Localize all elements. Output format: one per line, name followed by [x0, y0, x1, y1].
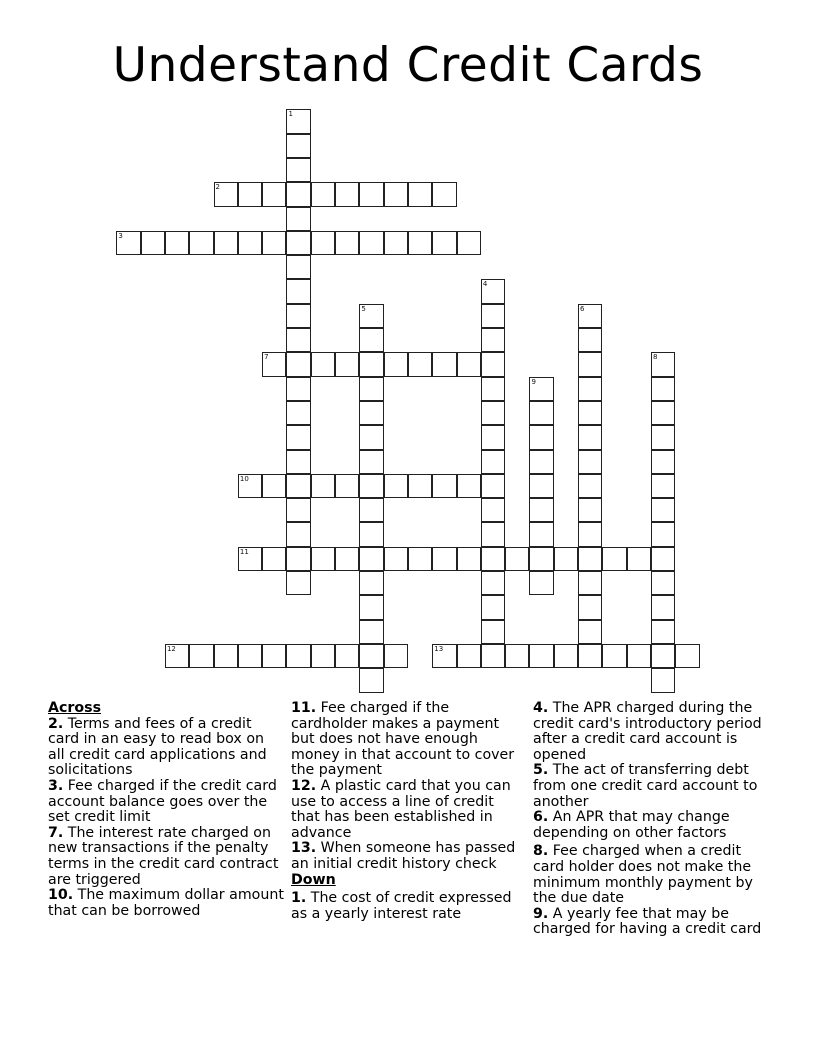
grid-cell[interactable] [286, 304, 310, 328]
grid-cell[interactable] [651, 377, 675, 401]
grid-cell[interactable] [165, 644, 189, 668]
grid-cell[interactable] [554, 547, 578, 571]
grid-cell[interactable] [578, 522, 602, 546]
clue-number: 12. [291, 777, 317, 794]
grid-cell[interactable] [481, 304, 505, 328]
clue-across-3 [48, 779, 284, 826]
clue-text: Fee charged if the cardholder makes a payment but does not have enough money in that account to cover the payment [291, 700, 515, 779]
cell-number: 10 [239, 474, 249, 483]
clue-down-8 [533, 844, 769, 906]
grid-cell[interactable] [457, 474, 481, 498]
grid-cell[interactable] [286, 425, 310, 449]
grid-cell[interactable] [359, 304, 383, 328]
grid-cell[interactable] [262, 547, 286, 571]
grid-cell[interactable] [651, 450, 675, 474]
grid-cell[interactable] [457, 547, 481, 571]
grid-cell[interactable] [408, 231, 432, 255]
grid-cell[interactable] [311, 231, 335, 255]
grid-cell[interactable] [286, 498, 310, 522]
grid-cell[interactable] [286, 522, 310, 546]
cell-number: 8 [652, 353, 658, 362]
clue-column-3 [533, 701, 769, 938]
clue-text: The act of transferring debt from one credit card account to another [533, 762, 758, 810]
grid-cell[interactable] [359, 498, 383, 522]
grid-cell[interactable] [481, 377, 505, 401]
grid-cell[interactable] [286, 134, 310, 158]
cell-number: 11 [239, 547, 249, 556]
grid-cell[interactable] [165, 231, 189, 255]
grid-cell[interactable] [189, 644, 213, 668]
grid-cell[interactable] [189, 231, 213, 255]
grid-cell[interactable] [286, 328, 310, 352]
clue-across-12 [291, 779, 527, 841]
grid-cell[interactable] [359, 377, 383, 401]
grid-cell[interactable] [651, 474, 675, 498]
grid-cell[interactable] [359, 595, 383, 619]
grid-cell[interactable] [481, 595, 505, 619]
grid-cell[interactable] [529, 401, 553, 425]
clue-number: 9. [533, 905, 549, 922]
clue-text: The maximum dollar amount that can be borrowed [48, 887, 284, 919]
grid-cell[interactable] [262, 352, 286, 376]
clue-text: The interest rate charged on new transactions if the penalty terms in the credit card contract are triggered [48, 824, 279, 888]
grid-cell[interactable] [214, 644, 238, 668]
grid-cell[interactable] [481, 547, 505, 571]
grid-cell[interactable] [335, 547, 359, 571]
clue-down-5 [533, 763, 769, 810]
grid-cell[interactable] [481, 522, 505, 546]
grid-cell[interactable] [651, 595, 675, 619]
grid-cell[interactable] [359, 522, 383, 546]
grid-cell[interactable] [432, 182, 456, 206]
clue-number: 8. [533, 843, 549, 860]
grid-cell[interactable] [286, 231, 310, 255]
grid-cell[interactable] [432, 644, 456, 668]
clue-text: The APR charged during the credit card's introductory period after a credit card account is opened [533, 700, 762, 763]
grid-cell[interactable] [286, 207, 310, 231]
grid-cell[interactable] [238, 644, 262, 668]
grid-cell[interactable] [529, 425, 553, 449]
grid-cell[interactable] [651, 352, 675, 376]
grid-cell[interactable] [335, 644, 359, 668]
grid-cell[interactable] [578, 450, 602, 474]
cell-number: 2 [215, 183, 221, 192]
clue-number: 6. [533, 809, 549, 826]
grid-cell[interactable] [675, 644, 699, 668]
grid-cell[interactable] [384, 182, 408, 206]
grid-cell[interactable] [481, 498, 505, 522]
grid-cell[interactable] [578, 328, 602, 352]
grid-cell[interactable] [578, 304, 602, 328]
clue-number: 5. [533, 762, 549, 779]
grid-cell[interactable] [529, 547, 553, 571]
grid-cell[interactable] [602, 547, 626, 571]
clue-across-11 [291, 701, 527, 779]
grid-cell[interactable] [359, 352, 383, 376]
grid-cell[interactable] [311, 547, 335, 571]
grid-cell[interactable] [335, 231, 359, 255]
clue-across-2 [48, 717, 284, 779]
grid-cell[interactable] [432, 474, 456, 498]
grid-cell[interactable] [359, 571, 383, 595]
grid-cell[interactable] [286, 474, 310, 498]
grid-cell[interactable] [578, 620, 602, 644]
clue-number: 10. [48, 887, 74, 904]
grid-cell[interactable] [529, 474, 553, 498]
grid-cell[interactable] [311, 474, 335, 498]
grid-cell[interactable] [578, 352, 602, 376]
grid-cell[interactable] [384, 547, 408, 571]
grid-cell[interactable] [286, 547, 310, 571]
grid-cell[interactable] [359, 620, 383, 644]
grid-cell[interactable] [359, 182, 383, 206]
grid-cell[interactable] [651, 498, 675, 522]
grid-cell[interactable] [578, 571, 602, 595]
clue-column-1 [48, 701, 284, 919]
cell-number: 1 [288, 110, 293, 119]
grid-cell[interactable] [432, 547, 456, 571]
clue-text: When someone has passed an initial credit history check [291, 840, 516, 872]
grid-cell[interactable] [238, 474, 262, 498]
grid-cell[interactable] [457, 352, 481, 376]
cell-number: 6 [580, 304, 585, 313]
grid-cell[interactable] [602, 644, 626, 668]
grid-cell[interactable] [262, 474, 286, 498]
cell-number: 4 [482, 280, 488, 289]
grid-cell[interactable] [651, 571, 675, 595]
clue-number: 13. [291, 840, 317, 857]
grid-cell[interactable] [359, 644, 383, 668]
grid-cell[interactable] [505, 547, 529, 571]
grid-cell[interactable] [578, 425, 602, 449]
grid-cell[interactable] [651, 547, 675, 571]
clue-down-1 [291, 891, 527, 922]
grid-cell[interactable] [529, 498, 553, 522]
grid-cell[interactable] [359, 328, 383, 352]
grid-cell[interactable] [627, 547, 651, 571]
grid-cell[interactable] [384, 474, 408, 498]
grid-cell[interactable] [286, 352, 310, 376]
grid-cell[interactable] [627, 644, 651, 668]
clue-number: 4. [533, 700, 549, 716]
clue-down-9 [533, 907, 769, 938]
puzzle-title: Understand Credit Cards [112, 38, 704, 93]
grid-cell[interactable] [214, 182, 238, 206]
grid-cell[interactable] [554, 644, 578, 668]
grid-cell[interactable] [311, 352, 335, 376]
grid-cell[interactable] [238, 231, 262, 255]
grid-cell[interactable] [286, 109, 310, 133]
grid-cell[interactable] [481, 401, 505, 425]
grid-cell[interactable] [578, 474, 602, 498]
grid-cell[interactable] [359, 231, 383, 255]
clue-number: 7. [48, 824, 64, 841]
grid-cell[interactable] [384, 231, 408, 255]
grid-cell[interactable] [286, 571, 310, 595]
grid-cell[interactable] [384, 352, 408, 376]
grid-cell[interactable] [529, 377, 553, 401]
clue-number: 11. [291, 700, 317, 716]
grid-cell[interactable] [651, 644, 675, 668]
grid-cell[interactable] [408, 352, 432, 376]
grid-cell[interactable] [311, 182, 335, 206]
grid-cell[interactable] [578, 644, 602, 668]
grid-cell[interactable] [432, 231, 456, 255]
grid-cell[interactable] [286, 158, 310, 182]
grid-cell[interactable] [481, 328, 505, 352]
clue-across-7 [48, 826, 284, 888]
grid-cell[interactable] [286, 401, 310, 425]
grid-cell[interactable] [359, 450, 383, 474]
grid-cell[interactable] [481, 425, 505, 449]
clue-number: 3. [48, 777, 64, 794]
grid-cell[interactable] [214, 231, 238, 255]
across-heading: Across [48, 700, 102, 716]
grid-cell[interactable] [286, 644, 310, 668]
grid-cell[interactable] [651, 425, 675, 449]
grid-cell[interactable] [359, 547, 383, 571]
grid-cell[interactable] [141, 231, 165, 255]
grid-cell[interactable] [651, 522, 675, 546]
grid-cell[interactable] [408, 547, 432, 571]
grid-cell[interactable] [481, 571, 505, 595]
clue-down-6 [533, 810, 769, 841]
grid-cell[interactable] [286, 255, 310, 279]
cell-number: 3 [118, 231, 123, 240]
grid-cell[interactable] [286, 182, 310, 206]
grid-cell[interactable] [651, 668, 675, 692]
grid-cell[interactable] [481, 352, 505, 376]
grid-cell[interactable] [408, 182, 432, 206]
clue-text: The cost of credit expressed as a yearly interest rate [291, 890, 512, 922]
grid-cell[interactable] [481, 644, 505, 668]
grid-cell[interactable] [335, 474, 359, 498]
grid-cell[interactable] [238, 547, 262, 571]
grid-cell[interactable] [505, 644, 529, 668]
grid-cell[interactable] [481, 450, 505, 474]
clue-column-2 [291, 701, 527, 922]
grid-cell[interactable] [359, 401, 383, 425]
grid-cell[interactable] [359, 474, 383, 498]
grid-cell[interactable] [457, 231, 481, 255]
grid-cell[interactable] [481, 279, 505, 303]
grid-cell[interactable] [481, 474, 505, 498]
grid-cell[interactable] [286, 279, 310, 303]
clue-down-4 [533, 701, 769, 763]
grid-cell[interactable] [457, 644, 481, 668]
grid-cell[interactable] [311, 644, 335, 668]
grid-cell[interactable] [262, 182, 286, 206]
cell-number: 12 [166, 644, 176, 653]
grid-cell[interactable] [335, 352, 359, 376]
grid-cell[interactable] [529, 522, 553, 546]
cell-number: 13 [434, 644, 444, 653]
grid-cell[interactable] [359, 668, 383, 692]
clue-across-13 [291, 841, 527, 872]
grid-cell[interactable] [529, 571, 553, 595]
grid-cell[interactable] [578, 401, 602, 425]
clue-text: An APR that may change depending on other factors [533, 809, 730, 841]
clue-text: Terms and fees of a credit card in an easy to read box on all credit card applications and solicitations [48, 715, 267, 779]
grid-cell[interactable] [286, 377, 310, 401]
crossword-grid [117, 110, 701, 694]
grid-cell[interactable] [651, 401, 675, 425]
grid-cell[interactable] [384, 644, 408, 668]
grid-cell[interactable] [262, 231, 286, 255]
clue-text: Fee charged if the credit card account balance goes over the set credit limit [48, 777, 277, 826]
cell-number: 9 [531, 377, 536, 386]
grid-cell[interactable] [481, 620, 505, 644]
grid-cell[interactable] [578, 547, 602, 571]
grid-cell[interactable] [335, 182, 359, 206]
grid-cell[interactable] [408, 474, 432, 498]
grid-cell[interactable] [529, 644, 553, 668]
clue-text: A yearly fee that may be charged for having a credit card [533, 905, 762, 938]
grid-cell[interactable] [651, 620, 675, 644]
clue-number: 1. [291, 890, 307, 907]
grid-cell[interactable] [238, 182, 262, 206]
grid-cell[interactable] [578, 595, 602, 619]
down-heading: Down [291, 871, 336, 888]
cell-number: 7 [264, 353, 269, 362]
grid-cell[interactable] [578, 498, 602, 522]
clue-number: 2. [48, 715, 64, 732]
cell-number: 5 [361, 304, 366, 313]
grid-cell[interactable] [262, 644, 286, 668]
grid-cell[interactable] [529, 450, 553, 474]
grid-cell[interactable] [286, 450, 310, 474]
clue-across-10 [48, 888, 284, 919]
clue-text: Fee charged when a credit card holder does not make the minimum monthly payment by the due date [533, 843, 753, 907]
grid-cell[interactable] [359, 425, 383, 449]
clue-text: A plastic card that you can use to access a line of credit that has been established in advance [291, 777, 511, 841]
grid-cell[interactable] [116, 231, 140, 255]
grid-cell[interactable] [578, 377, 602, 401]
grid-cell[interactable] [432, 352, 456, 376]
